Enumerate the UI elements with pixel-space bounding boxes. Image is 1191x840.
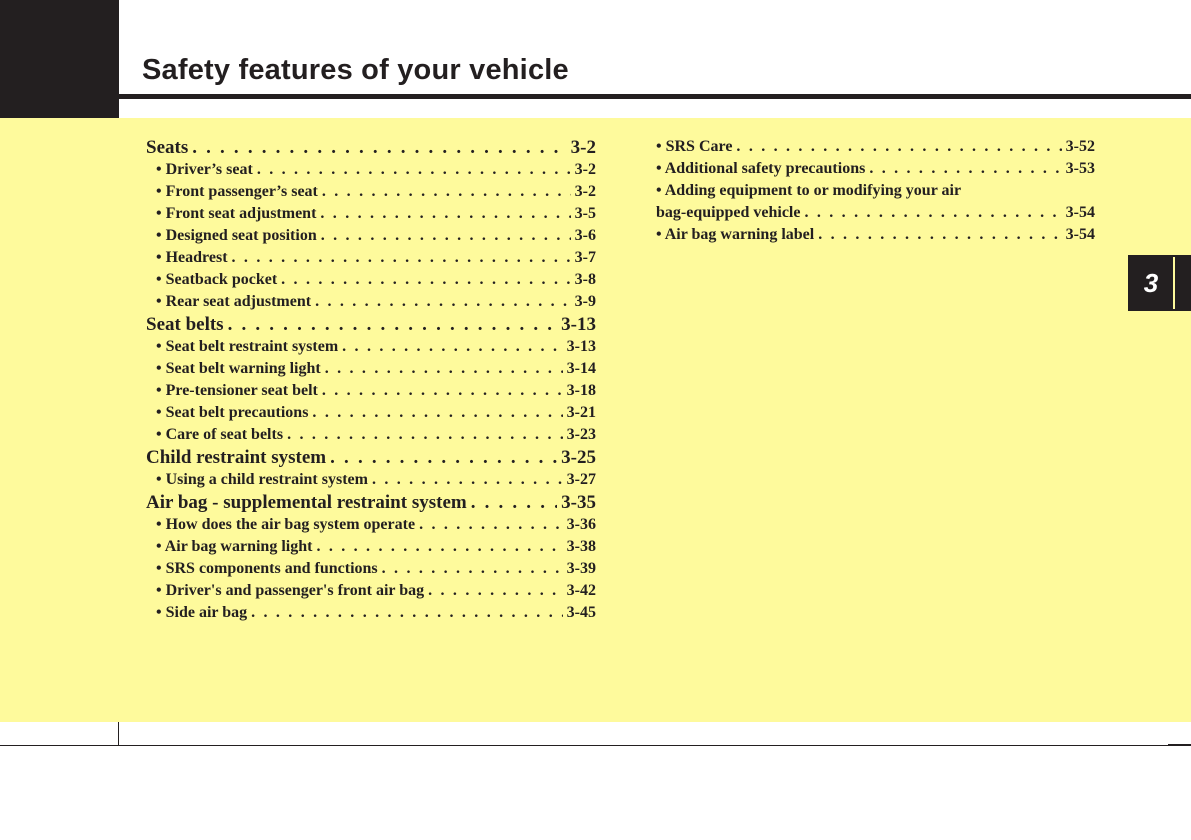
toc-page: 3-5 — [574, 205, 596, 222]
title-rule — [119, 94, 1191, 99]
toc-page: 3-13 — [566, 338, 596, 355]
toc-label: • Care of seat belts — [156, 426, 284, 443]
toc-leader — [321, 225, 571, 247]
toc-leader — [287, 424, 563, 446]
toc-leader — [818, 224, 1061, 246]
toc-leader — [228, 313, 558, 336]
toc-page: 3-36 — [566, 516, 596, 533]
toc-label: Seats — [146, 137, 189, 158]
toc-label: • How does the air bag system operate — [156, 516, 416, 533]
toc-leader — [428, 580, 563, 602]
toc-entry-seatback-pocket[interactable] — [146, 269, 596, 291]
toc-page: 3-13 — [561, 314, 596, 335]
toc-leader — [320, 203, 570, 225]
toc-leader — [330, 446, 557, 469]
toc-page: 3-14 — [566, 360, 596, 377]
toc-entry-care-of-seat-belts[interactable] — [146, 424, 596, 446]
toc-page: 3-45 — [566, 604, 596, 621]
toc-entry-adding-equipment-cont[interactable] — [656, 202, 1095, 224]
toc-label: • Side air bag — [156, 604, 248, 621]
toc-leader — [192, 136, 566, 159]
toc-page: 3-2 — [570, 137, 596, 158]
toc-page: 3-38 — [566, 538, 596, 555]
toc-entry-seat-belts[interactable] — [146, 313, 596, 336]
toc-right-column — [656, 136, 1095, 246]
toc-leader — [325, 358, 563, 380]
toc-page: 3-53 — [1065, 160, 1095, 177]
toc-page: 3-8 — [574, 271, 596, 288]
toc-leader — [316, 536, 562, 558]
toc-leader — [804, 202, 1061, 224]
toc-label: • Front passenger’s seat — [156, 183, 318, 200]
toc-entry-pre-tensioner-seat-belt[interactable] — [146, 380, 596, 402]
toc-entry-air-bag-warning-light[interactable] — [146, 536, 596, 558]
toc-page: 3-21 — [566, 404, 596, 421]
toc-entry-side-air-bag[interactable] — [146, 602, 596, 624]
footer-rule — [0, 745, 1191, 746]
toc-label: • Air bag warning light — [156, 538, 313, 555]
toc-page: 3-7 — [574, 249, 596, 266]
toc-entry-designed-seat-position[interactable] — [146, 225, 596, 247]
toc-page: 3-54 — [1065, 204, 1095, 221]
toc-entry-srs-components[interactable] — [146, 558, 596, 580]
toc-leader — [322, 181, 571, 203]
toc-page: 3-42 — [566, 582, 596, 599]
toc-leader — [471, 491, 557, 514]
toc-label: bag-equipped vehicle — [656, 204, 801, 221]
toc-label: • Additional safety precautions — [656, 160, 866, 177]
toc-entry-srs-care[interactable] — [656, 136, 1095, 158]
toc-page: 3-6 — [574, 227, 596, 244]
toc-entry-using-child-restraint-system[interactable] — [146, 469, 596, 491]
toc-label: • Driver's and passenger's front air bag — [156, 582, 425, 599]
toc-leader — [372, 469, 563, 491]
toc-entry-front-passenger-seat[interactable] — [146, 181, 596, 203]
toc-entry-adding-equipment[interactable]: • Adding equipment to or modifying your air — [656, 182, 962, 199]
toc-label: • Designed seat position — [156, 227, 317, 244]
toc-entry-child-restraint-system[interactable] — [146, 446, 596, 469]
toc-page: 3-18 — [566, 382, 596, 399]
toc-page: 3-9 — [574, 293, 596, 310]
toc-leader — [281, 269, 571, 291]
toc-label: • Using a child restraint system — [156, 471, 368, 488]
toc-leader — [382, 558, 563, 580]
toc-page: 3-35 — [561, 492, 596, 513]
toc-entry-seat-belt-precautions[interactable] — [146, 402, 596, 424]
toc-label: • Headrest — [156, 249, 228, 266]
toc-label: Air bag - supplemental restraint system — [146, 492, 467, 513]
toc-page: 3-2 — [574, 183, 596, 200]
toc-label: Seat belts — [146, 314, 224, 335]
toc-entry-front-air-bag[interactable] — [146, 580, 596, 602]
toc-leader — [232, 247, 571, 269]
toc-label: • Seat belt restraint system — [156, 338, 339, 355]
toc-entry-drivers-seat[interactable] — [146, 159, 596, 181]
toc-page: 3-39 — [566, 560, 596, 577]
toc-page: 3-2 — [574, 161, 596, 178]
chapter-tab-divider — [1173, 257, 1175, 309]
toc-entry-additional-safety-precautions[interactable] — [656, 158, 1095, 180]
toc-label: • Pre-tensioner seat belt — [156, 382, 318, 399]
toc-label: • Rear seat adjustment — [156, 293, 312, 310]
toc-label: • Seat belt precautions — [156, 404, 309, 421]
toc-leader — [315, 291, 571, 313]
corner-block — [0, 0, 119, 118]
toc-leader — [322, 380, 563, 402]
footer-tick — [1168, 744, 1191, 746]
toc-label: • SRS Care — [656, 138, 733, 155]
toc-label: • Air bag warning label — [656, 226, 815, 243]
page-title: Safety features of your vehicle — [142, 54, 569, 86]
toc-leader — [419, 514, 563, 536]
toc-entry-seats[interactable] — [146, 136, 596, 159]
toc-entry-seat-belt-restraint-system[interactable] — [146, 336, 596, 358]
toc-page: 3-52 — [1065, 138, 1095, 155]
toc-entry-air-bag-warning-label[interactable] — [656, 224, 1095, 246]
toc-page: 3-27 — [566, 471, 596, 488]
toc-label: • Seat belt warning light — [156, 360, 321, 377]
toc-label: Child restraint system — [146, 447, 327, 468]
toc-leader — [736, 136, 1061, 158]
toc-entry-front-seat-adjustment[interactable] — [146, 203, 596, 225]
toc-entry-headrest[interactable] — [146, 247, 596, 269]
toc-entry-how-air-bag-operates[interactable] — [146, 514, 596, 536]
toc-leader — [251, 602, 563, 624]
toc-label: • Front seat adjustment — [156, 205, 317, 222]
toc-label: • SRS components and functions — [156, 560, 378, 577]
toc-leader — [342, 336, 563, 358]
toc-label: • Driver’s seat — [156, 161, 253, 178]
toc-label: • Seatback pocket — [156, 271, 278, 288]
toc-page: 3-23 — [566, 426, 596, 443]
toc-leader — [257, 159, 571, 181]
toc-leader — [869, 158, 1061, 180]
chapter-tab-number: 3 — [1143, 268, 1159, 298]
toc-leader — [312, 402, 562, 424]
toc-left-column — [146, 136, 596, 624]
toc-page: 3-54 — [1065, 226, 1095, 243]
toc-entry-air-bag-srs[interactable] — [146, 491, 596, 514]
toc-entry-rear-seat-adjustment[interactable] — [146, 291, 596, 313]
toc-entry-seat-belt-warning-light[interactable] — [146, 358, 596, 380]
toc-page: 3-25 — [561, 447, 596, 468]
